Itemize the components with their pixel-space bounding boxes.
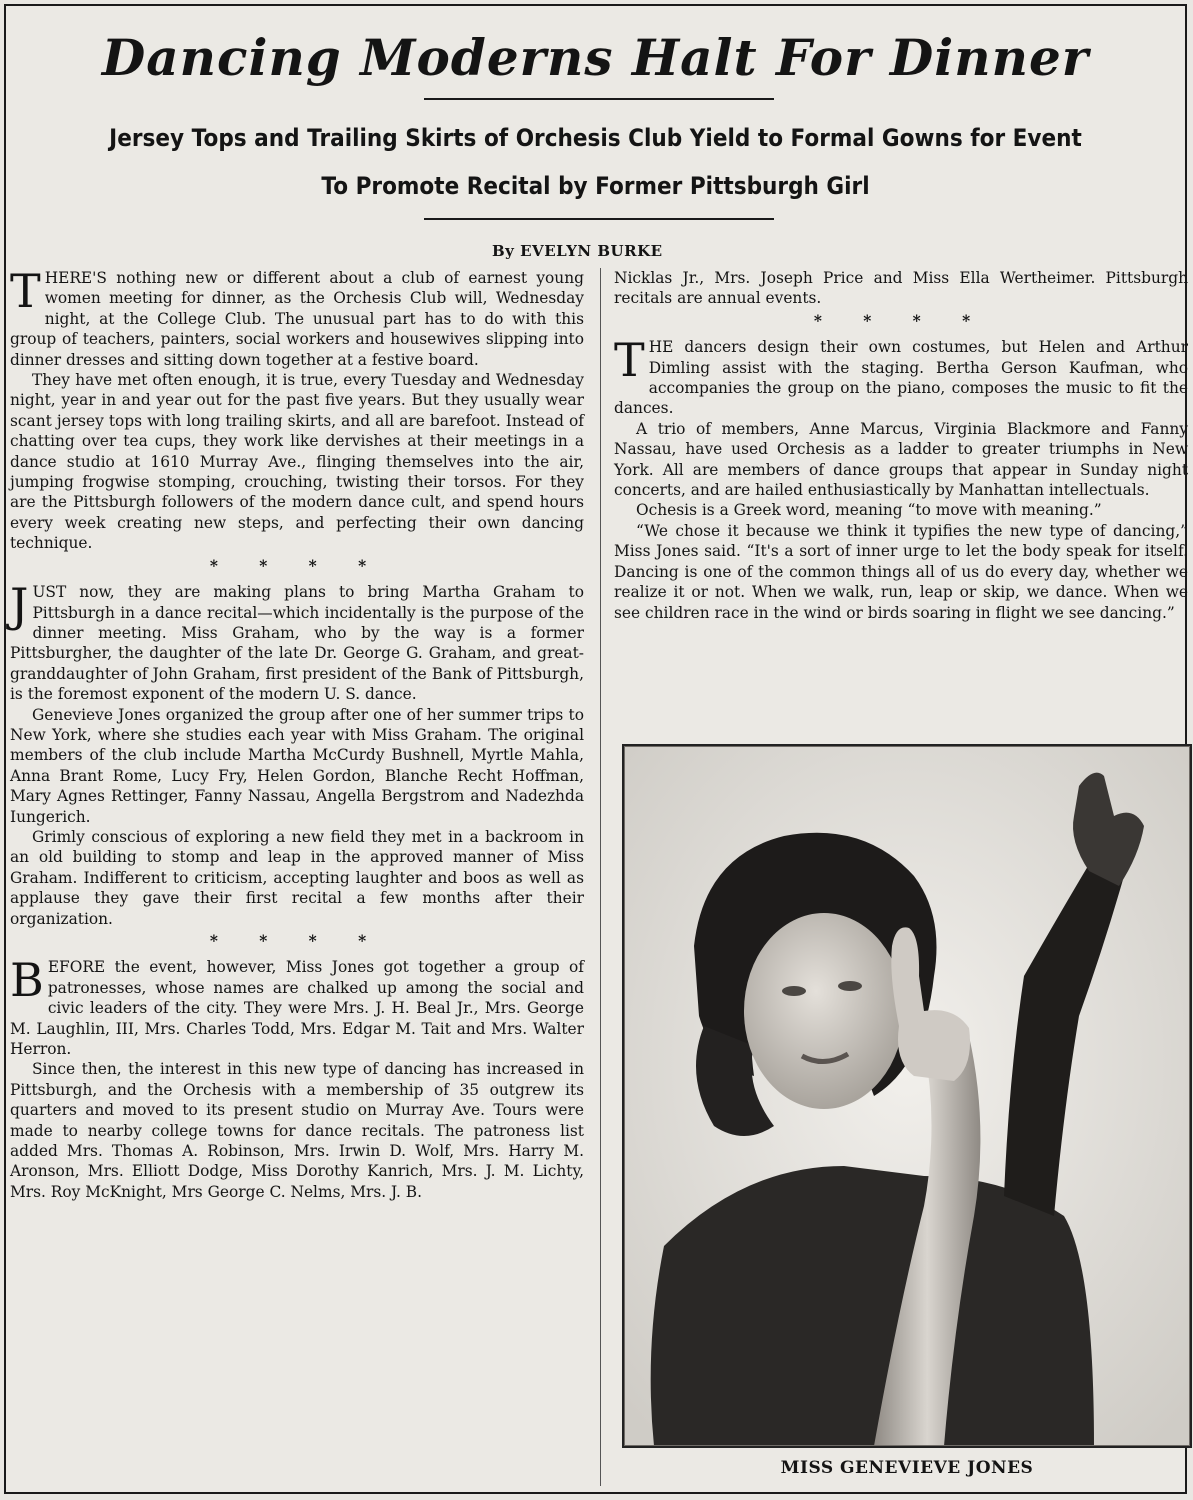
headline: Dancing Moderns Halt For Dinner bbox=[101, 28, 1090, 87]
drop-cap: B bbox=[10, 953, 44, 1008]
paragraph-text: EFORE the event, however, Miss Jones got together a group of patronesses, whose names are chalked up among the social and civic leaders of the city. They were Mrs. J. H. Beal Jr., Mrs. George M. Laughlin, III, Mrs. Charles Todd, Mrs. Edgar M. Tait and Mrs. Walter Herron. bbox=[10, 958, 584, 1059]
paragraph bbox=[10, 578, 584, 704]
paragraph-text: UST now, they are making plans to bring Martha Graham to Pittsburgh in a dance recital—which incidentally is the purpose of the dinner meeting. Miss Graham, who by the way is a former Pittsburgher, the daughter of the late Dr. George G. Graham, and great-granddaughter of John Graham, first president of the Bank of Pittsburgh, is the foremost exponent of the modern U. S. dance. bbox=[10, 583, 584, 704]
paragraph bbox=[614, 333, 1188, 419]
byline: By EVELYN BURKE bbox=[492, 242, 663, 260]
paragraph: Nicklas Jr., Mrs. Joseph Price and Miss Ella Wertheimer. Pittsburgh recitals are annual events. bbox=[614, 269, 1188, 308]
paragraph bbox=[10, 264, 584, 370]
drop-cap: T bbox=[614, 333, 645, 388]
paragraph: Genevieve Jones organized the group after one of her summer trips to New York, where she studies each year with Miss Graham. The original members of the club include Martha McCurdy Bushnell, Myrtle Mahla, Anna Brant Rome, Lucy Fry, Helen Gordon, Blanche Recht Hoffman, Mary Agnes Rettinger, Fanny Nassau, Angella Bergstrom and Nadezhda Iungerich. bbox=[10, 705, 584, 826]
drop-cap: T bbox=[10, 264, 41, 318]
dancer-portrait-image bbox=[624, 746, 1190, 1446]
subhead-line-1: Jersey Tops and Trailing Skirts of Orchesis Club Yield to Formal Gowns for Event bbox=[109, 124, 1082, 152]
paragraph-text: HERE'S nothing new or different about a club of earnest young women meeting for dinner, as the Orchesis Club will, Wednesday night, at the College Club. The unusual part has to do with this group of teachers, painters, social workers and housewives slipping into dinner dresses and sitting down together at a festive board. bbox=[10, 269, 584, 369]
subhead-rule bbox=[424, 218, 774, 220]
portrait-photo bbox=[622, 744, 1192, 1448]
section-separator: * * * * bbox=[209, 556, 385, 575]
headline-rule bbox=[424, 98, 774, 100]
paragraph-text: HE dancers design their own costumes, but Helen and Arthur Dimling assist with the staging. Bertha Gerson Kaufman, who accompanies the group on the piano, composes the music to fit the dances. bbox=[614, 338, 1188, 418]
paragraph: “We chose it because we think it typifies the new type of dancing,” Miss Jones said. “It's a sort of inner urge to let the body speak for itself. Dancing is one of the common things all of us do every day, whether we realize it or not. When we walk, run, leap or skip, we dance. When we see children race in the wind or birds soaring in flight we see dancing.” bbox=[614, 521, 1188, 622]
newspaper-clipping bbox=[4, 4, 1187, 1494]
left-column bbox=[10, 264, 584, 1202]
subhead-line-2: To Promote Recital by Former Pittsburgh Girl bbox=[321, 172, 870, 200]
drop-cap: J bbox=[10, 578, 29, 633]
paragraph: Grimly conscious of exploring a new field they met in a backroom in an old building to stomp and leap in the approved manner of Miss Graham. Indifferent to criticism, accepting laughter and boos as well as applause they gave their first recital a few months after their organization. bbox=[10, 827, 584, 928]
paragraph: They have met often enough, it is true, every Tuesday and Wednesday night, year in and year out for the past five years. But they usually wear scant jersey tops with long trailing skirts, and all are barefoot. Instead of chatting over tea cups, they work like dervishes at their meetings in a dance studio at 1610 Murray Ave., flinging themselves into the air, jumping frogwise stomping, crouching, twisting their torsos. For they are the Pittsburgh followers of the modern dance cult, and spend hours every week creating new steps, and perfecting their own dancing technique. bbox=[10, 371, 584, 553]
right-column bbox=[614, 268, 1188, 623]
column-divider bbox=[600, 268, 601, 1486]
paragraph: A trio of members, Anne Marcus, Virginia Blackmore and Fanny Nassau, have used Orchesis as a ladder to greater triumphs in New York. All are members of dance groups that appear in Sunday night concerts, and are hailed enthusiastically by Manhattan intellectuals. bbox=[614, 419, 1188, 500]
photo-caption: MISS GENEVIEVE JONES bbox=[780, 1458, 1034, 1478]
section-separator: * * * * bbox=[813, 311, 989, 330]
section-separator: * * * * bbox=[209, 932, 385, 950]
paragraph: Since then, the interest in this new type of dancing has increased in Pittsburgh, and the Orchesis with a membership of 35 outgrew its quarters and moved to its present studio on Murray Ave. Tours were made to nearby college towns for dance recitals. The patroness list added Mrs. Thomas A. Robinson, Mrs. Irwin D. Wolf, Mrs. Harry M. Aronson, Mrs. Elliott Dodge, Miss Dorothy Kanrich, Mrs. J. M. Lichty, Mrs. Roy McKnight, Mrs George C. Nelms, Mrs. J. B. bbox=[10, 1060, 584, 1201]
paragraph bbox=[10, 953, 584, 1059]
paragraph: Ochesis is a Greek word, meaning “to move with meaning.” bbox=[636, 501, 1102, 520]
